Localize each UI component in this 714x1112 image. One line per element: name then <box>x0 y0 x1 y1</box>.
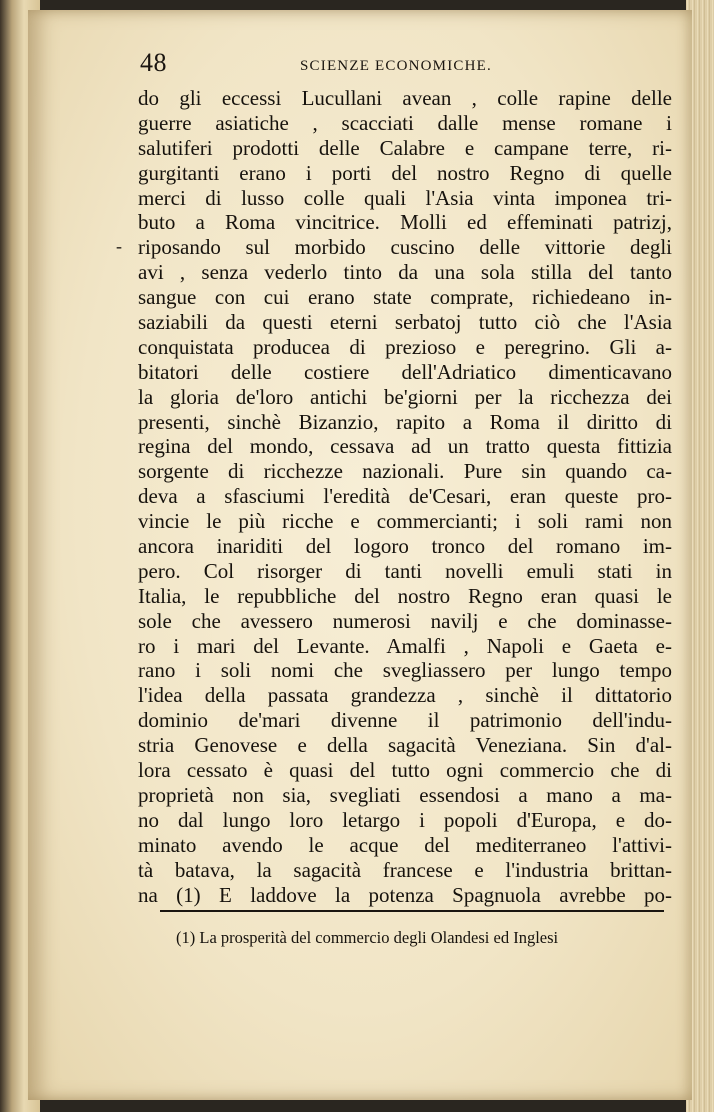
text-line: dominio de'mari divenne il patrimonio dell'indu- <box>138 708 672 733</box>
text-line: deva a sfasciumi l'eredità de'Cesari, eran queste pro- <box>138 484 672 509</box>
text-line: la gloria de'loro antichi be'giorni per la ricchezza dei <box>138 384 672 409</box>
text-line: rano i soli nomi che svegliassero per lungo tempo <box>138 658 672 683</box>
body-text <box>138 86 672 907</box>
text-line: vincie le più ricche e commercianti; i soli rami non <box>138 509 672 534</box>
text-line: merci di lusso colle quali l'Asia vinta imponea tri- <box>138 185 672 210</box>
text-line: stria Genovese e della sagacità Veneziana. Sin d'al- <box>138 733 672 758</box>
text-line: conquistata producea di prezioso e peregrino. Gli a- <box>138 334 672 359</box>
text-line: avi , senza vederlo tinto da una sola stilla del tanto <box>138 260 672 285</box>
text-line: l'idea della passata grandezza , sinchè il dittatorio <box>138 683 672 708</box>
text-line: proprietà non sia, svegliati essendosi a mano a ma- <box>138 782 672 807</box>
footnote: (1) La prosperità del commercio degli Olandesi ed Inglesi <box>176 928 559 947</box>
text-line: buto a Roma vincitrice. Molli ed effeminati patrizj, <box>138 210 672 235</box>
text-line: tà batava, la sagacità francese e l'industria brittan- <box>138 857 672 882</box>
text-line: sorgente di ricchezze nazionali. Pure sin quando ca- <box>138 459 672 484</box>
text-line: do gli eccessi Lucullani avean , colle rapine delle <box>138 86 672 110</box>
text-line: Italia, le repubbliche del nostro Regno eran quasi le <box>138 583 672 608</box>
footnote-rule <box>160 910 664 912</box>
text-line: sangue con cui erano state comprate, richiedeano in- <box>138 285 672 310</box>
text-line: regina del mondo, cessava ad un tratto questa fittizia <box>138 434 672 459</box>
text-line: bitatori delle costiere dell'Adriatico dimenticavano <box>138 359 672 384</box>
text-line: saziabili da questi eterni serbatoj tutto ciò che l'Asia <box>138 310 672 335</box>
running-head: SCIENZE ECONOMICHE. <box>300 58 492 74</box>
text-line: minato avendo le acque del mediterraneo l'attivi- <box>138 832 672 857</box>
text-line: sole che avessero numerosi navilj e che dominasse- <box>138 608 672 633</box>
text-line: presenti, sinchè Bizanzio, rapito a Roma il diritto di <box>138 409 672 434</box>
text-line: ancora inariditi del logoro tronco del romano im- <box>138 534 672 559</box>
text-line: guerre asiatiche , scacciati dalle mense romane i <box>138 110 672 135</box>
text-line: salutiferi prodotti delle Calabre e campane terre, ri- <box>138 135 672 160</box>
page-number: 48 <box>140 48 167 77</box>
text-line: na (1) E laddove la potenza Spagnuola avrebbe po- <box>138 882 672 907</box>
page-header <box>140 48 670 88</box>
text-line: gurgitanti erano i porti del nostro Regno di quelle <box>138 160 672 185</box>
text-line: riposando sul morbido cuscino delle vittorie degli <box>138 235 672 260</box>
text-line: pero. Col risorger di tanti novelli emuli stati in <box>138 558 672 583</box>
text-line: no dal lungo loro letargo i popoli d'Europa, e do- <box>138 807 672 832</box>
text-line: ro i mari del Levante. Amalfi , Napoli e Gaeta e- <box>138 633 672 658</box>
text-line: lora cessato è quasi del tutto ogni commercio che di <box>138 758 672 783</box>
margin-mark: - <box>116 236 122 256</box>
